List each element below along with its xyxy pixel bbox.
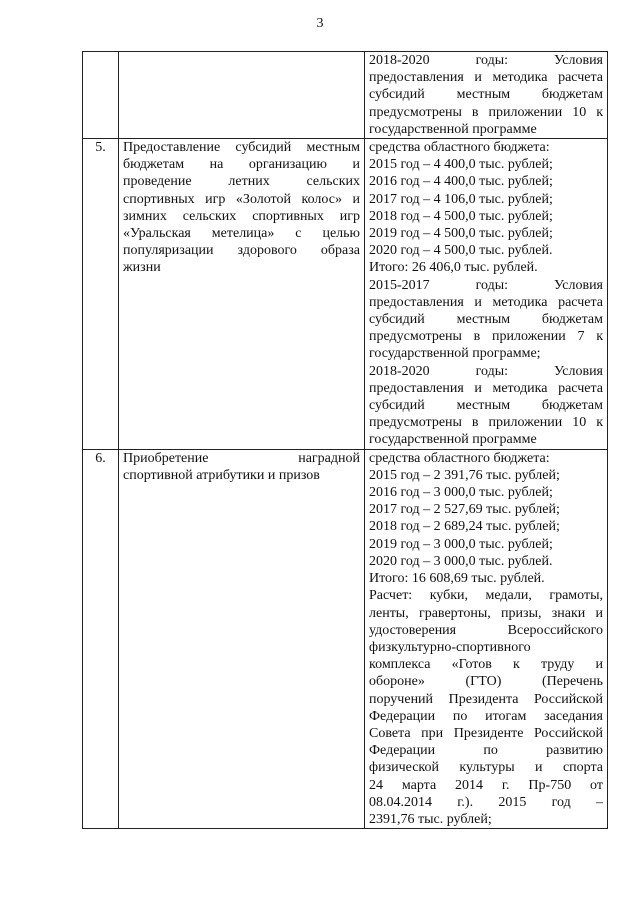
- funding-line: поручений Президента Российской: [369, 691, 603, 707]
- funding-line: Федерации по итогам заседания: [369, 708, 603, 724]
- funding-line: предусмотрены в приложении 10 к: [369, 104, 603, 120]
- funding-line: 24 марта 2014 г. Пр-750 от: [369, 777, 603, 793]
- funding-line: предусмотрены в приложении 7 к: [369, 329, 603, 345]
- funding-line: 2019 год – 3 000,0 тыс. рублей;: [369, 536, 553, 552]
- funding-line: 2018 год – 2 689,24 тыс. рублей;: [369, 519, 560, 535]
- funding-line: предусмотрены в приложении 10 к: [369, 415, 603, 431]
- funding-line: 2391,76 тыс. рублей;: [369, 811, 492, 827]
- funding-total: Итого: 26 406,0 тыс. рублей.: [369, 260, 538, 276]
- funding-line: обороне» (ГТО) (Перечень: [369, 674, 603, 690]
- funding-line: 2015 год – 2 391,76 тыс. рублей;: [369, 467, 560, 483]
- funding-line: 2015 год – 4 400,0 тыс. рублей;: [369, 157, 553, 173]
- row-number-cell: [83, 52, 119, 139]
- funding-line: комплекса «Готов к труду и: [369, 657, 603, 673]
- funding-line: физкультурно-спортивного: [369, 639, 531, 655]
- funding-line: 2017 год – 2 527,69 тыс. рублей;: [369, 502, 560, 518]
- event-name-line: бюджетам на организацию и: [123, 157, 360, 173]
- funding-line: субсидий местным бюджетам: [369, 312, 603, 328]
- event-name-cell: [119, 52, 365, 139]
- table-row-continuation: [83, 52, 608, 139]
- event-name-line: зимних сельских спортивных игр: [123, 208, 360, 224]
- funding-line: физической культуры и спорта: [369, 760, 603, 776]
- event-name-line: жизни: [123, 260, 161, 276]
- table-row-6: [83, 449, 608, 828]
- funding-line: 2020 год – 3 000,0 тыс. рублей.: [369, 553, 553, 569]
- funding-line: предоставления и методика расчета: [369, 294, 603, 310]
- program-table: [82, 51, 608, 829]
- funding-line: 2020 год – 4 500,0 тыс. рублей.: [369, 243, 553, 259]
- row-number-cell: 5.: [83, 139, 119, 450]
- funding-cell: [365, 52, 608, 139]
- funding-line: 2018-2020 годы: Условия: [369, 53, 603, 68]
- funding-line: удостоверения Всероссийского: [369, 622, 603, 638]
- event-name-line: популяризации здорового образа: [123, 243, 360, 259]
- table-row-5: [83, 139, 608, 450]
- funding-line: средства областного бюджета:: [369, 450, 550, 466]
- funding-cell: [365, 139, 608, 450]
- funding-line: 2018 год – 4 500,0 тыс. рублей;: [369, 208, 553, 224]
- funding-line: Совета при Президенте Российской: [369, 725, 603, 741]
- funding-line: государственной программе: [369, 432, 537, 448]
- row-number-cell: 6.: [83, 449, 119, 828]
- funding-line: 08.04.2014 г.). 2015 год –: [369, 794, 603, 810]
- event-name-line: Предоставление субсидий местным: [123, 140, 360, 156]
- funding-line: предоставления и методика расчета: [369, 380, 603, 396]
- funding-line: 2018-2020 годы: Условия: [369, 363, 603, 379]
- event-name-cell: [119, 139, 365, 450]
- funding-line: предоставления и методика расчета: [369, 70, 603, 86]
- funding-line: Расчет: кубки, медали, грамоты,: [369, 588, 603, 604]
- event-name-line: проведение летних сельских: [123, 174, 360, 190]
- funding-line: 2015-2017 годы: Условия: [369, 277, 603, 293]
- funding-line: Федерации по развитию: [369, 743, 603, 759]
- page-number: 3: [316, 16, 324, 31]
- funding-line: средства областного бюджета:: [369, 140, 550, 156]
- funding-line: 2016 год – 3 000,0 тыс. рублей;: [369, 485, 553, 501]
- funding-line: субсидий местным бюджетам: [369, 398, 603, 414]
- funding-total: Итого: 16 608,69 тыс. рублей.: [369, 571, 545, 587]
- event-name-cell: [119, 449, 365, 828]
- funding-line: государственной программе;: [369, 346, 541, 362]
- funding-line: 2016 год – 4 400,0 тыс. рублей;: [369, 174, 553, 190]
- funding-cell: [365, 449, 608, 828]
- funding-line: ленты, гравертоны, призы, знаки и: [369, 605, 603, 621]
- funding-line: 2019 год – 4 500,0 тыс. рублей;: [369, 226, 553, 242]
- event-name-line: «Уральская метелица» с целью: [123, 226, 360, 242]
- event-name-line: спортивных игр «Золотой колос» и: [123, 191, 360, 207]
- event-name-line: Приобретение наградной: [123, 450, 360, 466]
- funding-line: 2017 год – 4 106,0 тыс. рублей;: [369, 191, 553, 207]
- funding-line: государственной программе: [369, 121, 537, 137]
- event-name-line: спортивной атрибутики и призов: [123, 467, 320, 483]
- funding-line: субсидий местным бюджетам: [369, 87, 603, 103]
